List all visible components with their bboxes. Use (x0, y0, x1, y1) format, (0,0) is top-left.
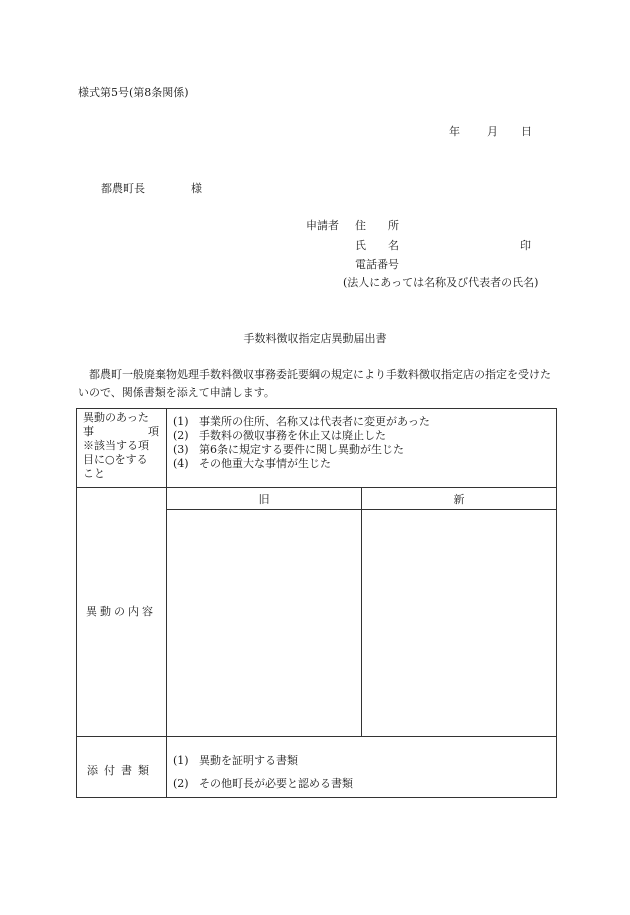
body-text: 都農町一般廃棄物処理手数料徴収事務委託要綱の規定により手数料徴収指定店の指定を受けたいので、関係書類を添えて申請します。 (78, 368, 551, 399)
change-item-text: 第6条に規定する要件に関し異動が生じた (199, 443, 404, 456)
change-item-text: 事業所の住所、名称又は代表者に変更があった (199, 415, 430, 428)
phone-label: 電話番号 (355, 258, 399, 271)
change-item-num: (1) (173, 415, 189, 428)
addressee-suffix: 様 (191, 182, 202, 195)
change-item-text: 手数料の徴収事務を休止又は廃止した (199, 429, 386, 442)
attachment-text: 異動を証明する書類 (199, 754, 298, 767)
attachment-num: (1) (173, 754, 189, 767)
changes-label-char: 項 (148, 425, 159, 438)
document-title: 手数料徴収指定店異動届出書 (243, 332, 387, 345)
table-rule-3 (77, 736, 556, 737)
date-day: 日 (521, 125, 532, 138)
change-item-num: (2) (173, 429, 189, 442)
changes-label-line: こと (83, 467, 105, 480)
attachments-list (173, 749, 353, 795)
changes-label-line (83, 425, 159, 439)
changes-label-line: ※該当する項 (83, 439, 149, 452)
change-item[interactable] (173, 457, 430, 471)
form-number: 様式第5号(第8条関係) (78, 86, 189, 99)
attachment-num: (2) (173, 777, 189, 790)
addressee (101, 180, 202, 196)
addressee-name: 都農町長 (101, 182, 145, 195)
new-content-field[interactable] (362, 510, 556, 736)
changes-label-line: 目に○をする (83, 453, 148, 466)
new-column-header: 新 (453, 493, 465, 506)
address-label: 住 所 (355, 219, 399, 232)
name-label: 氏 名 (355, 239, 399, 252)
corporate-note: (法人にあっては名称及び代表者の氏名) (343, 276, 539, 289)
date-line (449, 123, 532, 139)
change-item[interactable] (173, 415, 430, 429)
change-item-num: (3) (173, 443, 189, 456)
date-month: 月 (487, 125, 498, 138)
change-item-num: (4) (173, 457, 189, 470)
seal-mark: 印 (520, 239, 531, 252)
old-content-field[interactable] (167, 510, 361, 736)
form-table (76, 408, 557, 798)
attachments-label: 添付書類 (87, 764, 155, 777)
date-year: 年 (449, 125, 460, 138)
change-item[interactable] (173, 429, 430, 443)
table-rule-1 (77, 487, 556, 488)
changes-label (83, 411, 159, 481)
attachment-item (173, 772, 353, 795)
change-item[interactable] (173, 443, 430, 457)
applicant-label: 申請者 (306, 219, 339, 232)
content-label: 異動の内容 (86, 605, 156, 618)
old-column-header: 旧 (258, 493, 270, 506)
change-item-text: その他重大な事情が生じた (199, 457, 331, 470)
changes-label-line: 異動のあった (83, 411, 149, 424)
changes-label-char: 事 (83, 425, 94, 438)
attachment-text: その他町長が必要と認める書類 (199, 777, 353, 790)
change-items-list (173, 415, 430, 471)
attachment-item (173, 749, 353, 772)
